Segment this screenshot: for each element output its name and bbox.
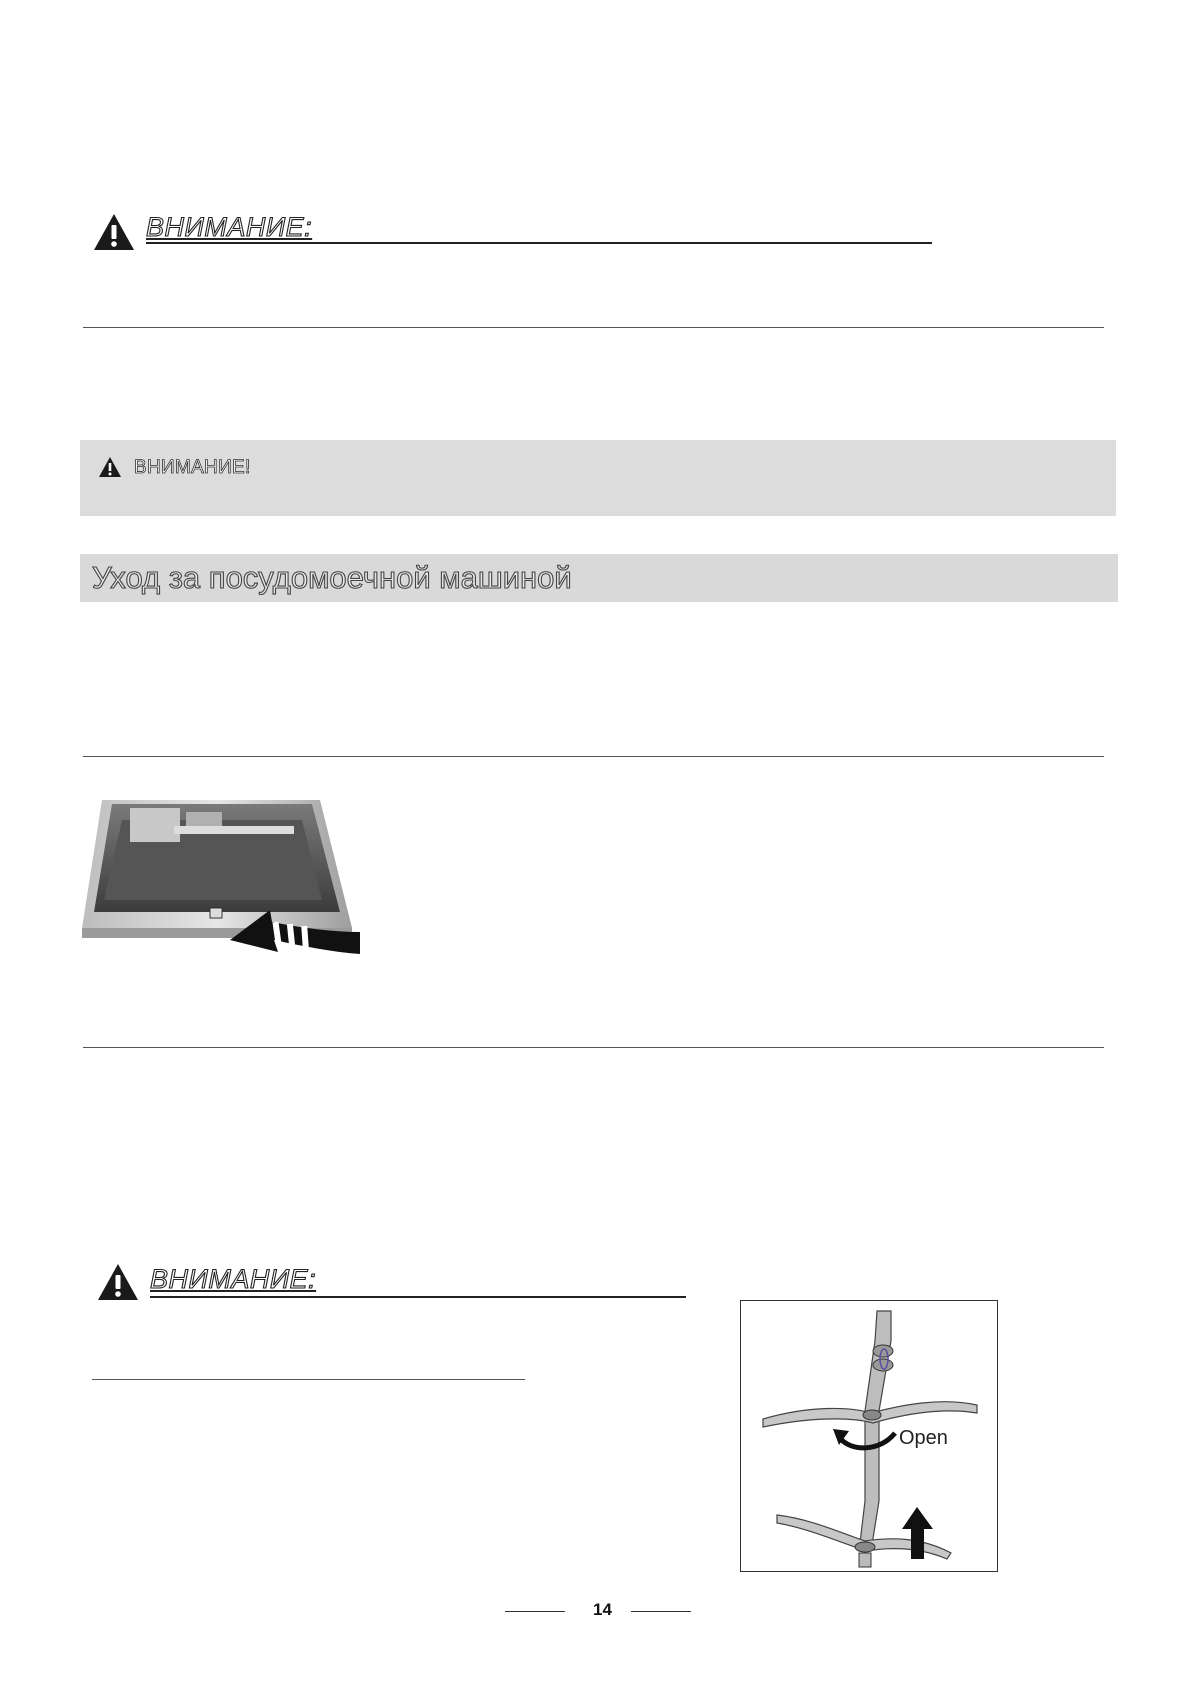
warning-underline-bottom <box>150 1296 686 1298</box>
divider-4 <box>92 1379 525 1380</box>
spray-arm-drawing <box>741 1301 997 1571</box>
footer-rule-right <box>631 1611 691 1612</box>
warning-icon <box>98 456 122 478</box>
page-number: 14 <box>593 1600 612 1619</box>
warning-icon <box>92 212 136 252</box>
warning-title-top: ВНИМАНИЕ: <box>146 212 313 242</box>
divider-1 <box>83 327 1104 328</box>
warning-title-bottom: ВНИМАНИЕ: <box>150 1264 317 1294</box>
warning-underline-top <box>146 242 932 244</box>
section-title: Уход за посудомоечной машиной <box>92 560 572 595</box>
divider-3 <box>83 1047 1104 1048</box>
open-label: Open <box>899 1427 948 1449</box>
footer-rule-left <box>505 1611 565 1612</box>
arrow-icon <box>222 900 362 960</box>
spray-arm-figure <box>740 1300 998 1572</box>
warning-icon <box>96 1262 140 1302</box>
caution-label: ВНИМАНИЕ! <box>134 457 251 478</box>
caution-band <box>80 440 1116 516</box>
divider-2 <box>83 756 1104 757</box>
section-heading <box>80 554 1118 602</box>
